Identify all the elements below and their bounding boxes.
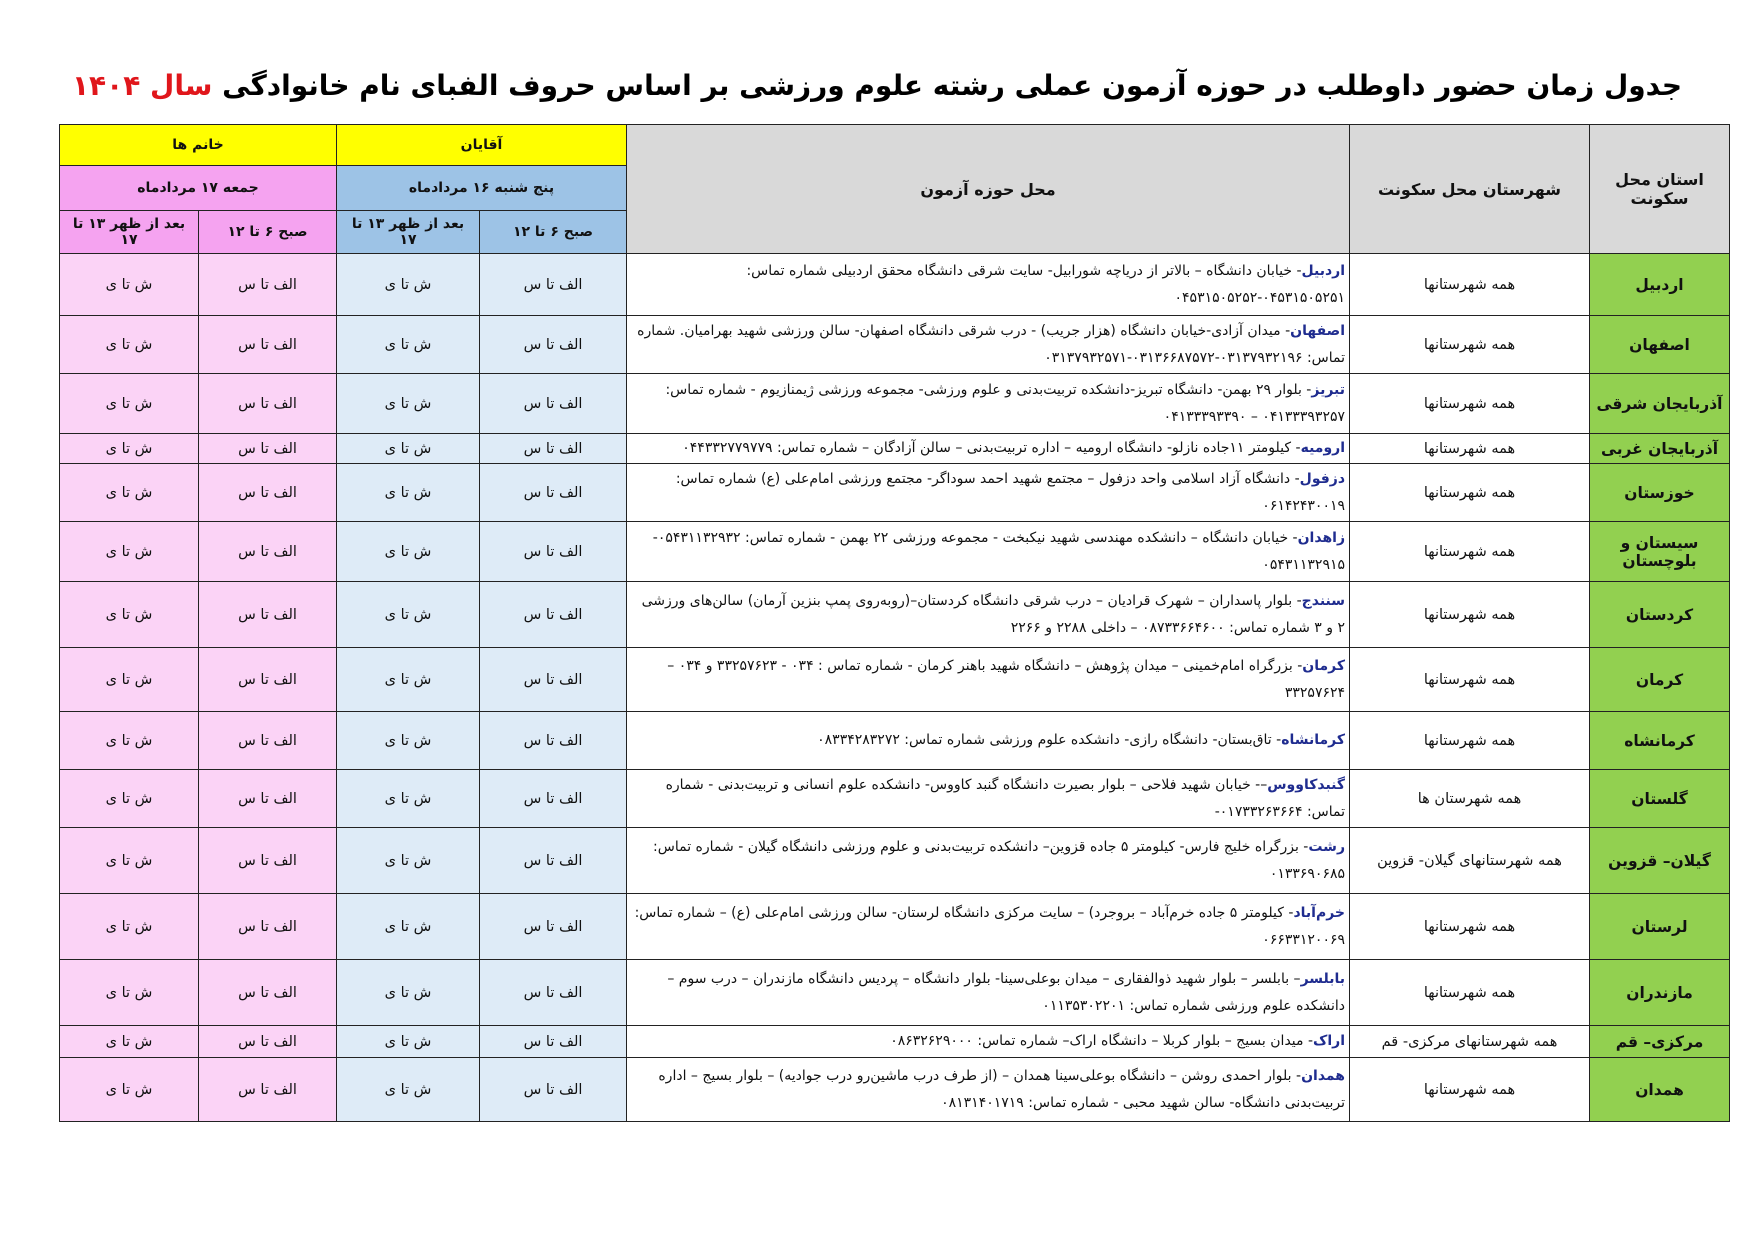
- women-afternoon-cell: ش تا ی: [60, 582, 199, 648]
- location-city: همدان: [1301, 1067, 1346, 1084]
- province-cell: سیستان و بلوچستان: [1590, 522, 1730, 582]
- women-afternoon-cell: ش تا ی: [60, 648, 199, 712]
- city-cell: همه شهرستانها: [1350, 464, 1590, 522]
- location-cell: [627, 1058, 1350, 1122]
- men-afternoon-cell: ش تا ی: [337, 712, 480, 770]
- location-city: گنبدکاووس: [1267, 776, 1346, 793]
- men-morning-cell: الف تا س: [480, 582, 627, 648]
- location-cell: [627, 1026, 1350, 1058]
- table-row: [60, 712, 1730, 770]
- women-morning-cell: الف تا س: [199, 648, 337, 712]
- men-morning-cell: الف تا س: [480, 464, 627, 522]
- men-afternoon-cell: ش تا ی: [337, 582, 480, 648]
- city-cell: همه شهرستانها: [1350, 648, 1590, 712]
- province-cell: آذربایجان شرقی: [1590, 374, 1730, 434]
- province-cell: کردستان: [1590, 582, 1730, 648]
- women-morning-cell: الف تا س: [199, 828, 337, 894]
- women-morning-cell: الف تا س: [199, 582, 337, 648]
- women-morning-cell: الف تا س: [199, 464, 337, 522]
- men-morning-cell: الف تا س: [480, 522, 627, 582]
- women-afternoon-cell: ش تا ی: [60, 770, 199, 828]
- province-cell: مرکزی– قم: [1590, 1026, 1730, 1058]
- province-cell: همدان: [1590, 1058, 1730, 1122]
- city-cell: همه شهرستانها: [1350, 254, 1590, 316]
- location-city: کرمانشاه: [1281, 732, 1346, 748]
- table-row: [60, 316, 1730, 374]
- men-morning-cell: الف تا س: [480, 770, 627, 828]
- table-row: [60, 254, 1730, 316]
- women-morning-cell: الف تا س: [199, 1026, 337, 1058]
- city-cell: همه شهرستانها: [1350, 712, 1590, 770]
- header-men-morning: صبح ۶ تا ۱۲: [480, 211, 627, 254]
- location-cell: [627, 316, 1350, 374]
- location-cell: [627, 434, 1350, 464]
- location-text: - بلوار پاسداران – شهرک قرادیان – درب شرقی دانشگاه کردستان–(روبه‌روی پمپ بنزین آرمان) سالن‌های ورزشی ۲ و ۳ شماره تماس: ۰۸۷۳۳۶۶۴۶۰۰ – داخلی ۲۲۸۸ و ۲۲۶۶: [641, 592, 1346, 636]
- city-cell: همه شهرستانهای گیلان- قزوین: [1350, 828, 1590, 894]
- men-afternoon-cell: ش تا ی: [337, 434, 480, 464]
- city-cell: همه شهرستانهای مرکزی- قم: [1350, 1026, 1590, 1058]
- men-morning-cell: الف تا س: [480, 374, 627, 434]
- header-location: محل حوزه آزمون: [627, 125, 1350, 254]
- women-afternoon-cell: ش تا ی: [60, 464, 199, 522]
- province-cell: اردبیل: [1590, 254, 1730, 316]
- location-city: اراک: [1313, 1033, 1346, 1049]
- women-morning-cell: الف تا س: [199, 316, 337, 374]
- location-cell: [627, 522, 1350, 582]
- location-cell: [627, 254, 1350, 316]
- province-cell: کرمانشاه: [1590, 712, 1730, 770]
- header-men: آقایان: [337, 125, 627, 166]
- location-text: - بلوار ۲۹ بهمن- دانشگاه تبریز-دانشکده تربیت‌بدنی و علوم ورزشی- مجموعه ورزشی ژیمنازیوم - شماره تماس: ۰۴۱۳۳۳۹۳۲۵۷ – ۰۴۱۳۳۳۹۳۳۹۰: [665, 381, 1346, 425]
- city-cell: همه شهرستان ها: [1350, 770, 1590, 828]
- women-afternoon-cell: ش تا ی: [60, 828, 199, 894]
- men-afternoon-cell: ش تا ی: [337, 374, 480, 434]
- men-morning-cell: الف تا س: [480, 254, 627, 316]
- table-row: [60, 648, 1730, 712]
- title-year: سال ۱۴۰۴: [71, 69, 213, 102]
- table-row: [60, 960, 1730, 1026]
- title-main: جدول زمان حضور داوطلب در حوزه آزمون عملی رشته علوم ورزشی بر اساس حروف الفبای نام خانوادگی: [222, 69, 1683, 102]
- men-afternoon-cell: ش تا ی: [337, 648, 480, 712]
- province-cell: اصفهان: [1590, 316, 1730, 374]
- table-row: [60, 434, 1730, 464]
- location-text: - میدان بسیج – بلوار کربلا – دانشگاه اراک– شماره تماس: ۰۸۶۳۲۶۲۹۰۰۰: [890, 1033, 1314, 1049]
- women-morning-cell: الف تا س: [199, 434, 337, 464]
- men-afternoon-cell: ش تا ی: [337, 464, 480, 522]
- men-afternoon-cell: ش تا ی: [337, 960, 480, 1026]
- women-morning-cell: الف تا س: [199, 1058, 337, 1122]
- men-afternoon-cell: ش تا ی: [337, 894, 480, 960]
- women-morning-cell: الف تا س: [199, 522, 337, 582]
- women-afternoon-cell: ش تا ی: [60, 712, 199, 770]
- location-city: بابلسر: [1300, 970, 1346, 987]
- women-morning-cell: الف تا س: [199, 374, 337, 434]
- men-afternoon-cell: ش تا ی: [337, 770, 480, 828]
- men-morning-cell: الف تا س: [480, 828, 627, 894]
- men-afternoon-cell: ش تا ی: [337, 254, 480, 316]
- page-title: [0, 56, 1754, 116]
- women-afternoon-cell: ش تا ی: [60, 374, 199, 434]
- location-cell: [627, 770, 1350, 828]
- table-row: [60, 1058, 1730, 1122]
- city-cell: همه شهرستانها: [1350, 1058, 1590, 1122]
- location-text: - کیلومتر ۱۱جاده نازلو- دانشگاه ارومیه – اداره تربیت‌بدنی – سالن آزادگان – شماره تماس: ۰۴۴۳۳۲۷۷۹۷۷۹: [682, 440, 1301, 456]
- location-text: - بلوار احمدی روشن – دانشگاه بوعلی‌سینا همدان – (از طرف درب ماشین‌رو درب جوادیه) – بلوار بسیج – اداره تربیت‌بدنی دانشگاه- سالن شهید محبی - شماره تماس: ۰۸۱۳۱۴۰۱۷۱۹: [658, 1067, 1346, 1111]
- location-cell: [627, 960, 1350, 1026]
- location-city: خرم‌آباد: [1293, 904, 1346, 921]
- men-morning-cell: الف تا س: [480, 1058, 627, 1122]
- location-text: - خیابان دانشگاه – دانشکده مهندسی شهید نیکبخت - مجموعه ورزشی ۲۲ بهمن - شماره تماس: ۰۵۴۳۱۱۳۲۹۳۲- ۰۵۴۳۱۱۳۲۹۱۵: [652, 529, 1346, 573]
- city-cell: همه شهرستانها: [1350, 582, 1590, 648]
- location-text: - کیلومتر ۵ جاده خرم‌آباد – بروجرد) – سایت مرکزی دانشگاه لرستان- سالن ورزشی امام‌علی (ع) – شماره تماس: ۰۶۶۳۳۱۲۰۰۶۹: [634, 904, 1346, 948]
- men-morning-cell: الف تا س: [480, 316, 627, 374]
- city-cell: همه شهرستانها: [1350, 316, 1590, 374]
- women-afternoon-cell: ش تا ی: [60, 316, 199, 374]
- header-men-day: پنج شنبه ۱۶ مردادماه: [337, 166, 627, 211]
- province-cell: لرستان: [1590, 894, 1730, 960]
- location-text: - دانشگاه آزاد اسلامی واحد دزفول – مجتمع شهید احمد سوداگر- مجتمع ورزشی امام‌علی (ع) شماره تماس: ۰۶۱۴۲۴۳۰۰۱۹: [675, 470, 1346, 514]
- table-row: [60, 582, 1730, 648]
- location-city: دزفول: [1299, 470, 1346, 487]
- location-text: – بابلسر – بلوار شهید ذوالفقاری – میدان بوعلی‌سینا- بلوار دانشگاه – پردیس دانشگاه مازندران – درب سوم – دانشکده علوم ورزشی شماره تماس: ۰۱۱۳۵۳۰۲۲۰۱: [667, 970, 1346, 1014]
- location-cell: [627, 582, 1350, 648]
- men-afternoon-cell: ش تا ی: [337, 1026, 480, 1058]
- men-afternoon-cell: ش تا ی: [337, 1058, 480, 1122]
- table-row: [60, 894, 1730, 960]
- women-morning-cell: الف تا س: [199, 894, 337, 960]
- header-men-afternoon: بعد از ظهر ۱۳ تا ۱۷: [337, 211, 480, 254]
- province-cell: خوزستان: [1590, 464, 1730, 522]
- city-cell: همه شهرستانها: [1350, 894, 1590, 960]
- table-row: [60, 828, 1730, 894]
- city-cell: همه شهرستانها: [1350, 960, 1590, 1026]
- province-cell: کرمان: [1590, 648, 1730, 712]
- men-afternoon-cell: ش تا ی: [337, 522, 480, 582]
- men-afternoon-cell: ش تا ی: [337, 316, 480, 374]
- women-morning-cell: الف تا س: [199, 712, 337, 770]
- location-text: - تاق‌بستان- دانشگاه رازی- دانشکده علوم ورزشی شماره تماس: ۰۸۳۳۴۲۸۳۲۷۲: [817, 732, 1282, 748]
- location-cell: [627, 648, 1350, 712]
- header-women: خانم ها: [60, 125, 337, 166]
- women-afternoon-cell: ش تا ی: [60, 894, 199, 960]
- women-afternoon-cell: ش تا ی: [60, 254, 199, 316]
- women-morning-cell: الف تا س: [199, 254, 337, 316]
- city-cell: همه شهرستانها: [1350, 374, 1590, 434]
- location-text: - خیابان دانشگاه – بالاتر از دریاچه شورابیل- سایت شرقی دانشگاه محقق اردبیلی شماره تماس: ۰۴۵۳۱۵۰۵۲۵۱-۰۴۵۳۱۵۰۵۲۵۲: [746, 262, 1346, 306]
- location-city: زاهدان: [1297, 529, 1346, 546]
- table-header: [60, 125, 1730, 254]
- city-cell: همه شهرستانها: [1350, 522, 1590, 582]
- men-morning-cell: الف تا س: [480, 960, 627, 1026]
- province-cell: مازندران: [1590, 960, 1730, 1026]
- location-cell: [627, 464, 1350, 522]
- location-text: –- خیابان شهید فلاحی – بلوار بصیرت دانشگاه گنبد کاووس- دانشکده علوم انسانی و تربیت‌بدنی - شماره تماس: ۰۱۷۳۳۲۶۳۶۶۴-: [665, 776, 1346, 820]
- table-row: [60, 1026, 1730, 1058]
- schedule-table: [59, 124, 1730, 1122]
- location-city: اصفهان: [1290, 322, 1346, 339]
- location-city: کرمان: [1302, 657, 1346, 674]
- men-afternoon-cell: ش تا ی: [337, 828, 480, 894]
- city-cell: همه شهرستانها: [1350, 434, 1590, 464]
- men-morning-cell: الف تا س: [480, 1026, 627, 1058]
- table-row: [60, 374, 1730, 434]
- location-city: ارومیه: [1300, 440, 1346, 456]
- location-city: تبریز: [1311, 381, 1346, 398]
- women-morning-cell: الف تا س: [199, 960, 337, 1026]
- women-afternoon-cell: ش تا ی: [60, 522, 199, 582]
- women-afternoon-cell: ش تا ی: [60, 1058, 199, 1122]
- location-cell: [627, 374, 1350, 434]
- province-cell: گیلان– قزوین: [1590, 828, 1730, 894]
- header-city: شهرستان محل سکونت: [1350, 125, 1590, 254]
- table-row: [60, 464, 1730, 522]
- location-city: اردبیل: [1301, 262, 1346, 279]
- women-afternoon-cell: ش تا ی: [60, 1026, 199, 1058]
- table-row: [60, 770, 1730, 828]
- women-morning-cell: الف تا س: [199, 770, 337, 828]
- header-women-afternoon: بعد از ظهر ۱۳ تا ۱۷: [60, 211, 199, 254]
- location-cell: [627, 712, 1350, 770]
- location-city: رشت: [1308, 838, 1346, 855]
- location-cell: [627, 828, 1350, 894]
- location-city: سنندج: [1301, 592, 1346, 609]
- men-morning-cell: الف تا س: [480, 434, 627, 464]
- women-afternoon-cell: ش تا ی: [60, 960, 199, 1026]
- header-women-day: جمعه ۱۷ مردادماه: [60, 166, 337, 211]
- women-afternoon-cell: ش تا ی: [60, 434, 199, 464]
- men-morning-cell: الف تا س: [480, 894, 627, 960]
- location-text: - بزرگراه امام‌خمینی – میدان پژوهش – دانشگاه شهید باهنر کرمان - شماره تماس : ۰۳۴ - ۳۳۲۵۷۶۲۳ و ۰۳۴ – ۳۳۲۵۷۶۲۴: [667, 657, 1346, 701]
- location-cell: [627, 894, 1350, 960]
- men-morning-cell: الف تا س: [480, 712, 627, 770]
- table-body: [60, 254, 1730, 1122]
- header-province: استان محل سکونت: [1590, 125, 1730, 254]
- table-row: [60, 522, 1730, 582]
- province-cell: آذربایجان غربی: [1590, 434, 1730, 464]
- men-morning-cell: الف تا س: [480, 648, 627, 712]
- location-text: - بزرگراه خلیج فارس- کیلومتر ۵ جاده قزوین– دانشکده تربیت‌بدنی و علوم ورزشی دانشگاه گیلان - شماره تماس: ۰۱۳۳۶۹۰۶۸۵: [653, 838, 1346, 882]
- province-cell: گلستان: [1590, 770, 1730, 828]
- location-text: - میدان آزادی-خیابان دانشگاه (هزار جریب) - درب شرقی دانشگاه اصفهان- سالن ورزشی شهید بهرامیان. شماره تماس: ۰۳۱۳۷۹۳۲۱۹۶-۰۳۱۳۶۶۸۷۵۷۲-۰۳۱۳۷۹۳۲۵۷۱: [637, 322, 1346, 366]
- header-women-morning: صبح ۶ تا ۱۲: [199, 211, 337, 254]
